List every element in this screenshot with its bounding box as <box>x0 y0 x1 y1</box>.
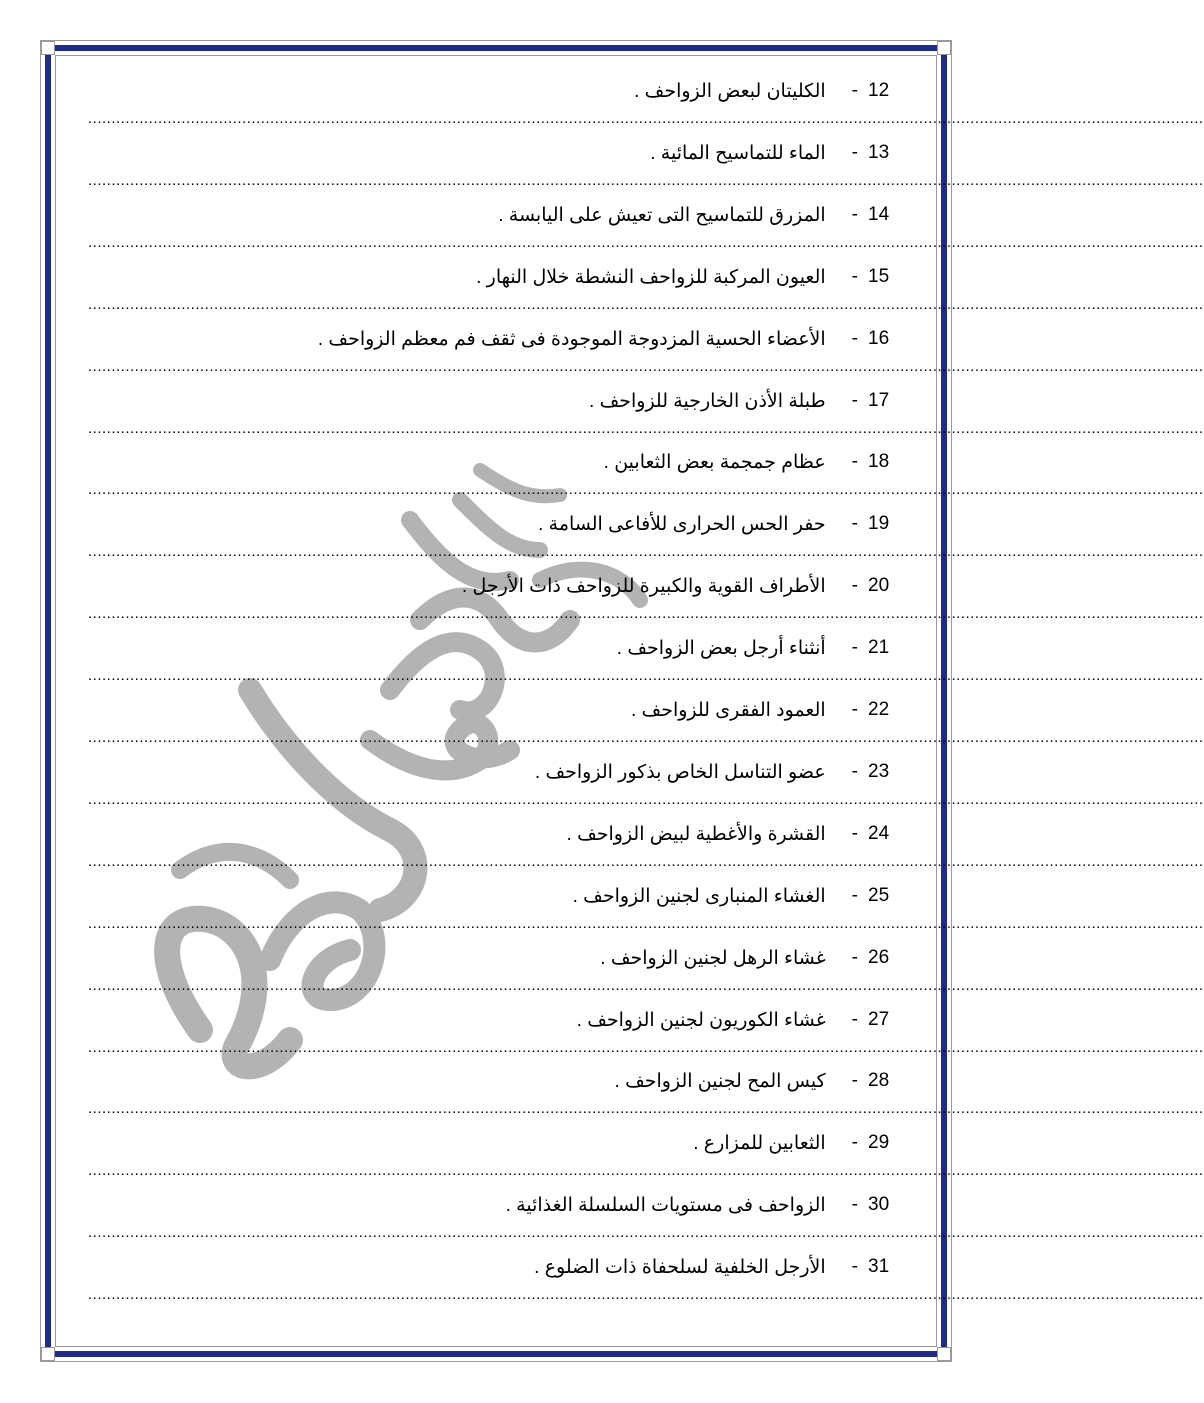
question-text: أنثناء أرجل بعض الزواحف . <box>616 637 826 659</box>
question-number: 20 <box>868 575 890 596</box>
question-dash: - <box>851 204 858 225</box>
question-number: 21 <box>868 637 890 658</box>
question-line <box>476 264 908 290</box>
question-text: حفر الحس الحرارى للأفاعى السامة . <box>538 513 826 535</box>
question-line <box>634 78 908 104</box>
question-text: العيون المركبة للزواحف النشطة خلال النهار . <box>476 266 826 288</box>
question-item <box>88 1062 1204 1124</box>
question-item <box>88 753 1204 815</box>
question-line <box>693 1130 908 1156</box>
question-line <box>506 1192 908 1218</box>
answer-dotted-line[interactable]: ............................................................................................................................................................................................................................................... <box>88 1286 1204 1303</box>
question-line <box>498 202 908 228</box>
question-number: 18 <box>868 451 890 472</box>
question-item <box>88 258 1204 320</box>
question-dash: - <box>851 885 858 906</box>
question-line <box>589 388 908 414</box>
question-number: 30 <box>868 1194 890 1215</box>
question-number: 26 <box>868 947 890 968</box>
answer-dotted-line[interactable]: ............................................................................................................................................................................................................................................... <box>88 1162 1204 1179</box>
question-text: غشاء الرهل لجنين الزواحف . <box>600 947 826 969</box>
question-item <box>88 1186 1204 1248</box>
answer-dotted-line[interactable]: ............................................................................................................................................................................................................................................... <box>88 110 1204 127</box>
question-number: 24 <box>868 823 890 844</box>
answer-dotted-line[interactable]: ............................................................................................................................................................................................................................................... <box>88 853 1204 870</box>
question-dash: - <box>851 947 858 968</box>
answer-dotted-line[interactable]: ............................................................................................................................................................................................................................................... <box>88 172 1204 189</box>
question-dash: - <box>851 1132 858 1153</box>
answer-dotted-line[interactable]: ............................................................................................................................................................................................................................................... <box>88 605 1204 622</box>
question-item <box>88 1124 1204 1186</box>
question-line <box>615 1068 908 1094</box>
question-dash: - <box>851 823 858 844</box>
question-item <box>88 567 1204 629</box>
answer-dotted-line[interactable]: ............................................................................................................................................................................................................................................... <box>88 915 1204 932</box>
answer-dotted-line[interactable]: ............................................................................................................................................................................................................................................... <box>88 977 1204 994</box>
question-dash: - <box>851 761 858 782</box>
question-text: الأرجل الخلفية لسلحفاة ذات الضلوع . <box>534 1256 826 1278</box>
question-text: القشرة والأغطية لبيض الزواحف . <box>566 823 826 845</box>
question-number: 13 <box>868 142 890 163</box>
question-text: الأطراف القوية والكبيرة للزواحف ذات الأرجل . <box>461 575 826 597</box>
question-line <box>600 945 908 971</box>
question-number: 29 <box>868 1132 890 1153</box>
question-dash: - <box>851 1009 858 1030</box>
question-dash: - <box>851 637 858 658</box>
question-dash: - <box>851 390 858 411</box>
question-text: عظام جمجمة بعض الثعابين . <box>603 451 826 473</box>
question-dash: - <box>851 1194 858 1215</box>
answer-dotted-line[interactable]: ............................................................................................................................................................................................................................................... <box>88 234 1204 251</box>
answer-dotted-line[interactable]: ............................................................................................................................................................................................................................................... <box>88 667 1204 684</box>
question-number: 15 <box>868 266 890 287</box>
question-dash: - <box>851 80 858 101</box>
question-item <box>88 505 1204 567</box>
question-line <box>573 883 908 909</box>
answer-dotted-line[interactable]: ............................................................................................................................................................................................................................................... <box>88 1224 1204 1241</box>
question-text: طبلة الأذن الخارجية للزواحف . <box>589 390 826 412</box>
question-line <box>534 1254 908 1280</box>
question-item <box>88 72 1204 134</box>
question-dash: - <box>851 1070 858 1091</box>
question-number: 14 <box>868 204 890 225</box>
answer-dotted-line[interactable]: ............................................................................................................................................................................................................................................... <box>88 543 1204 560</box>
question-text: المزرق للتماسيح التى تعيش على اليابسة . <box>498 204 826 226</box>
question-number: 23 <box>868 761 890 782</box>
question-number: 17 <box>868 390 890 411</box>
question-text: الزواحف فى مستويات السلسلة الغذائية . <box>505 1194 826 1216</box>
question-item <box>88 382 1204 444</box>
question-item <box>88 939 1204 1001</box>
question-item <box>88 1248 1204 1310</box>
question-text: عضو التناسل الخاص بذكور الزواحف . <box>534 761 826 783</box>
question-number: 28 <box>868 1070 890 1091</box>
question-line <box>538 511 908 537</box>
question-line <box>650 140 908 166</box>
question-item <box>88 877 1204 939</box>
question-dash: - <box>851 1256 858 1277</box>
question-dash: - <box>851 328 858 349</box>
question-dash: - <box>851 142 858 163</box>
question-dash: - <box>851 451 858 472</box>
question-dash: - <box>851 266 858 287</box>
question-item <box>88 1001 1204 1063</box>
question-line <box>604 449 908 475</box>
question-number: 25 <box>868 885 890 906</box>
question-number: 12 <box>868 80 890 101</box>
question-text: الغشاء المنبارى لجنين الزواحف . <box>572 885 826 907</box>
question-text: كيس المح لجنين الزواحف . <box>614 1070 826 1092</box>
question-text: الثعابين للمزارع . <box>693 1132 826 1154</box>
question-text: الأعضاء الحسية المزدوجة الموجودة فى ثقف فم معظم الزواحف . <box>317 328 826 350</box>
question-line <box>631 697 908 723</box>
question-dash: - <box>851 699 858 720</box>
question-item <box>88 443 1204 505</box>
question-text: العمود الفقرى للزواحف . <box>630 699 826 721</box>
question-dash: - <box>851 513 858 534</box>
question-number: 22 <box>868 699 890 720</box>
question-item <box>88 691 1204 753</box>
question-line <box>617 635 908 661</box>
answer-dotted-line[interactable]: ............................................................................................................................................................................................................................................... <box>88 729 1204 746</box>
answer-dotted-line[interactable]: ............................................................................................................................................................................................................................................... <box>88 358 1204 375</box>
question-number: 19 <box>868 513 890 534</box>
question-line <box>318 326 908 352</box>
question-item <box>88 629 1204 691</box>
question-number: 27 <box>868 1009 890 1030</box>
question-item <box>88 196 1204 258</box>
answer-dotted-line[interactable]: ............................................................................................................................................................................................................................................... <box>88 1100 1204 1117</box>
question-text: الكليتان لبعض الزواحف . <box>634 80 826 102</box>
answer-dotted-line[interactable]: ............................................................................................................................................................................................................................................... <box>88 296 1204 313</box>
answer-dotted-line[interactable]: ............................................................................................................................................................................................................................................... <box>88 481 1204 498</box>
question-item <box>88 134 1204 196</box>
question-number: 31 <box>868 1256 890 1277</box>
question-item <box>88 320 1204 382</box>
question-number: 16 <box>868 328 890 349</box>
answer-dotted-line[interactable]: ............................................................................................................................................................................................................................................... <box>88 1039 1204 1056</box>
question-dash: - <box>851 575 858 596</box>
answer-dotted-line[interactable]: ............................................................................................................................................................................................................................................... <box>88 420 1204 437</box>
question-text: الماء للتماسيح المائية . <box>650 142 826 164</box>
question-line <box>567 821 908 847</box>
question-item <box>88 815 1204 877</box>
question-text: غشاء الكوريون لجنين الزواحف . <box>576 1009 826 1031</box>
question-line <box>462 573 908 599</box>
answer-dotted-line[interactable]: ............................................................................................................................................................................................................................................... <box>88 791 1204 808</box>
question-line <box>577 1007 908 1033</box>
question-line <box>535 759 908 785</box>
